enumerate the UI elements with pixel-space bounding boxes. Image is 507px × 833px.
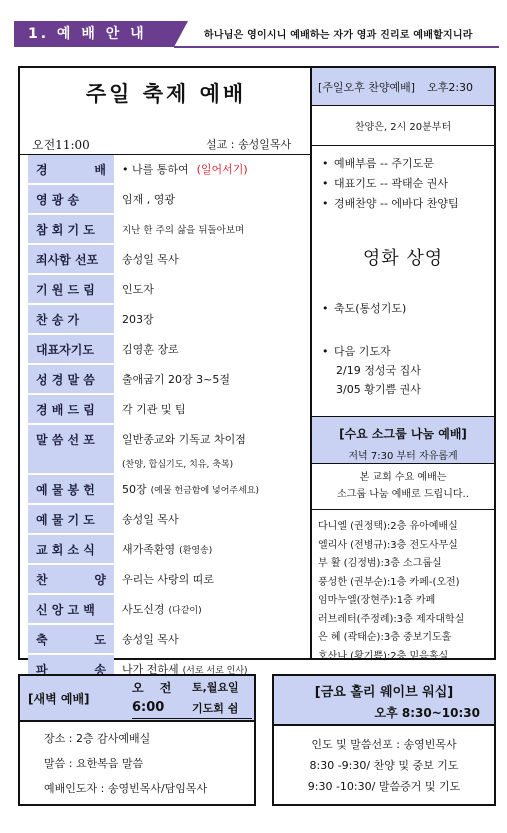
order-content: 송성일 목사 [122,253,179,266]
list-item: 부 활 (김정범):3층 소그룹실 [318,558,442,569]
order-label: 말 씀 선 포 [28,425,114,453]
order-row [28,535,312,563]
order-note: (환영송) [179,545,213,556]
order-row [28,335,312,363]
order-row [28,475,312,503]
list-item: 다니엘 (권정택):2층 유아예배실 [318,521,458,532]
order-row [28,305,312,333]
dawn-details [44,726,207,801]
friday-title: [금요 홀리 웨이브 워십] [314,685,454,700]
order-content: 인도자 [122,283,154,296]
list-item: 러브레터(주정례):3층 제자대학실 [318,613,465,625]
order-label: 예 물 봉 헌 [28,475,114,503]
order-label: 찬 송 가 [28,305,114,333]
afternoon-items [322,154,459,214]
next-prayer: • 다음 기도자 2/19 정성국 집사 3/05 황기쁨 권사 [322,342,421,399]
order-content: 새가족환영 [122,543,176,556]
list-item: 엘리사 (전병규):3층 전도사무실 [318,539,458,551]
order-row [28,425,312,453]
order-label: 파 송 [28,655,114,683]
list-item: 2/19 정성국 집사 [336,364,421,377]
dawn-header [20,676,254,722]
order-subtext: (찬양, 합심기도, 치유, 축복) [122,460,234,470]
main-service-box [18,66,496,677]
order-label: 죄사함 선포 [28,245,114,273]
dawn-title: [새벽 예배] [28,692,90,706]
friday-details [284,734,484,797]
order-label: 대표자기도 [28,335,114,363]
wednesday-title: [수요 소그룹 나눔 예배] [339,427,467,441]
list-item: • 예배부름 -- 주기도문 [322,157,434,170]
order-row [28,155,312,183]
afternoon-panel [312,68,494,662]
order-content: 203장 [122,313,154,326]
dawn-word: 말씀 : 요한복음 말씀 [44,757,144,770]
order-note-red: (일어서기) [196,163,248,176]
list-item: • 경배찬양 -- 에바다 찬양팀 [322,197,459,210]
order-row [28,565,312,593]
film-screening: 영화 상영 [362,248,444,269]
order-label: 신 앙 고 백 [28,595,114,623]
order-note: (예물 헌금함에 넣어주세요) [150,485,260,496]
dawn-hour: 6:00 [132,700,165,715]
order-row [28,595,312,623]
afternoon-title: [주일오후 찬양예배] [318,80,416,94]
order-content: 지난 한 주의 삶을 뒤돌아보며 [122,225,245,236]
order-content: 송성일 목사 [122,513,179,526]
friday-line: 인도 및 말씀선포 : 송영빈목사 [311,738,457,751]
order-content: 각 기관 및 팀 [122,403,186,416]
blessing-item: • 축도(통성기도) [322,302,407,315]
order-row [28,245,312,273]
order-content: 나가 전하세 [122,663,179,676]
order-row [28,365,312,393]
dawn-leader: 예배인도자 : 송영빈목사/담임목사 [44,782,208,795]
order-content: 50장 [122,483,147,496]
list-item: 3/05 황기쁨 권사 [336,383,421,396]
list-item: • 대표기도 -- 곽태순 권사 [322,177,449,190]
order-content: 사도신경 [122,603,165,616]
underline [132,718,252,719]
friday-service-box [272,674,496,806]
list-item: 은 혜 (곽태순):3층 중보기도홀 [318,632,452,643]
order-label: 영 광 송 [28,185,114,213]
order-label: 축 도 [28,625,114,653]
order-row [28,395,312,423]
dawn-ampm: 오 전 [132,681,178,695]
header-verse: 하나님은 영이시니 예배하는 자가 영과 진리로 예배할지니라 [204,30,473,41]
friday-line: 9:30 -10:30/ 말씀증거 및 기도 [307,780,461,793]
header-rule [174,46,499,48]
order-note: (서로 서로 인사) [182,665,248,676]
list-item: 풍성한 (권부순):1층 카페-(오전) [318,576,460,588]
sunday-service-panel [20,68,312,677]
friday-header [274,676,494,726]
dawn-place: 장소 : 2층 감사예배실 [44,732,151,745]
order-label: 경 배 드 림 [28,395,114,423]
dawn-days: 토,월요일 [192,681,239,694]
service-title: 주일 축제 예배 [85,82,247,106]
friday-line: 8:30 -9:30/ 찬양 및 중보 기도 [309,759,459,772]
order-content: • 나를 통하여 [122,163,189,176]
order-label: 경 배 [28,155,114,183]
order-content: 출애굽기 20장 3~5절 [122,373,230,386]
order-row [28,215,312,243]
order-row [28,275,312,303]
section-tab: 1. 예 배 안 내 [14,21,174,47]
afternoon-header [312,68,494,106]
order-row [28,505,312,533]
service-time: 오전11:00 [32,138,90,152]
label-filler [28,453,114,473]
order-note: (다같이) [168,605,202,616]
order-label: 성 경 말 씀 [28,365,114,393]
dawn-rest: 기도회 쉼 [192,702,239,715]
order-content: 일반종교와 기독교 차이점 [122,433,246,446]
wednesday-header [312,416,494,464]
afternoon-note: 찬양은, 2시 20분부터 [312,106,494,146]
wednesday-note: 본 교회 수요 예배는 소그룹 나눔 예배로 드립니다.. [312,464,494,510]
small-group-list [318,518,464,666]
dawn-service-box [18,674,256,806]
order-label: 기 원 드 림 [28,275,114,303]
order-label: 찬 양 [28,565,114,593]
order-content: 우리는 사랑의 띠로 [122,573,215,586]
friday-time: 오후 8:30~10:30 [374,706,480,720]
order-content: 김영훈 장로 [122,343,179,356]
list-item: 임마누엘(장현주):1층 카페 [318,595,436,606]
order-content: 임재 , 영광 [122,193,175,206]
afternoon-time: 오후2:30 [427,80,474,94]
order-row [28,625,312,653]
order-row [28,185,312,213]
order-content: 송성일 목사 [122,633,179,646]
order-label: 예 물 기 도 [28,505,114,533]
wednesday-time: 저녁 7:30 부터 자유롭게 [348,451,458,462]
order-label: 참 회 기 도 [28,215,114,243]
service-preacher: 설교 : 송성일목사 [206,138,292,151]
order-label: 교 회 소 식 [28,535,114,563]
list-item: 호산나 (황기쁨):2층 믿음홀실 [318,650,449,662]
